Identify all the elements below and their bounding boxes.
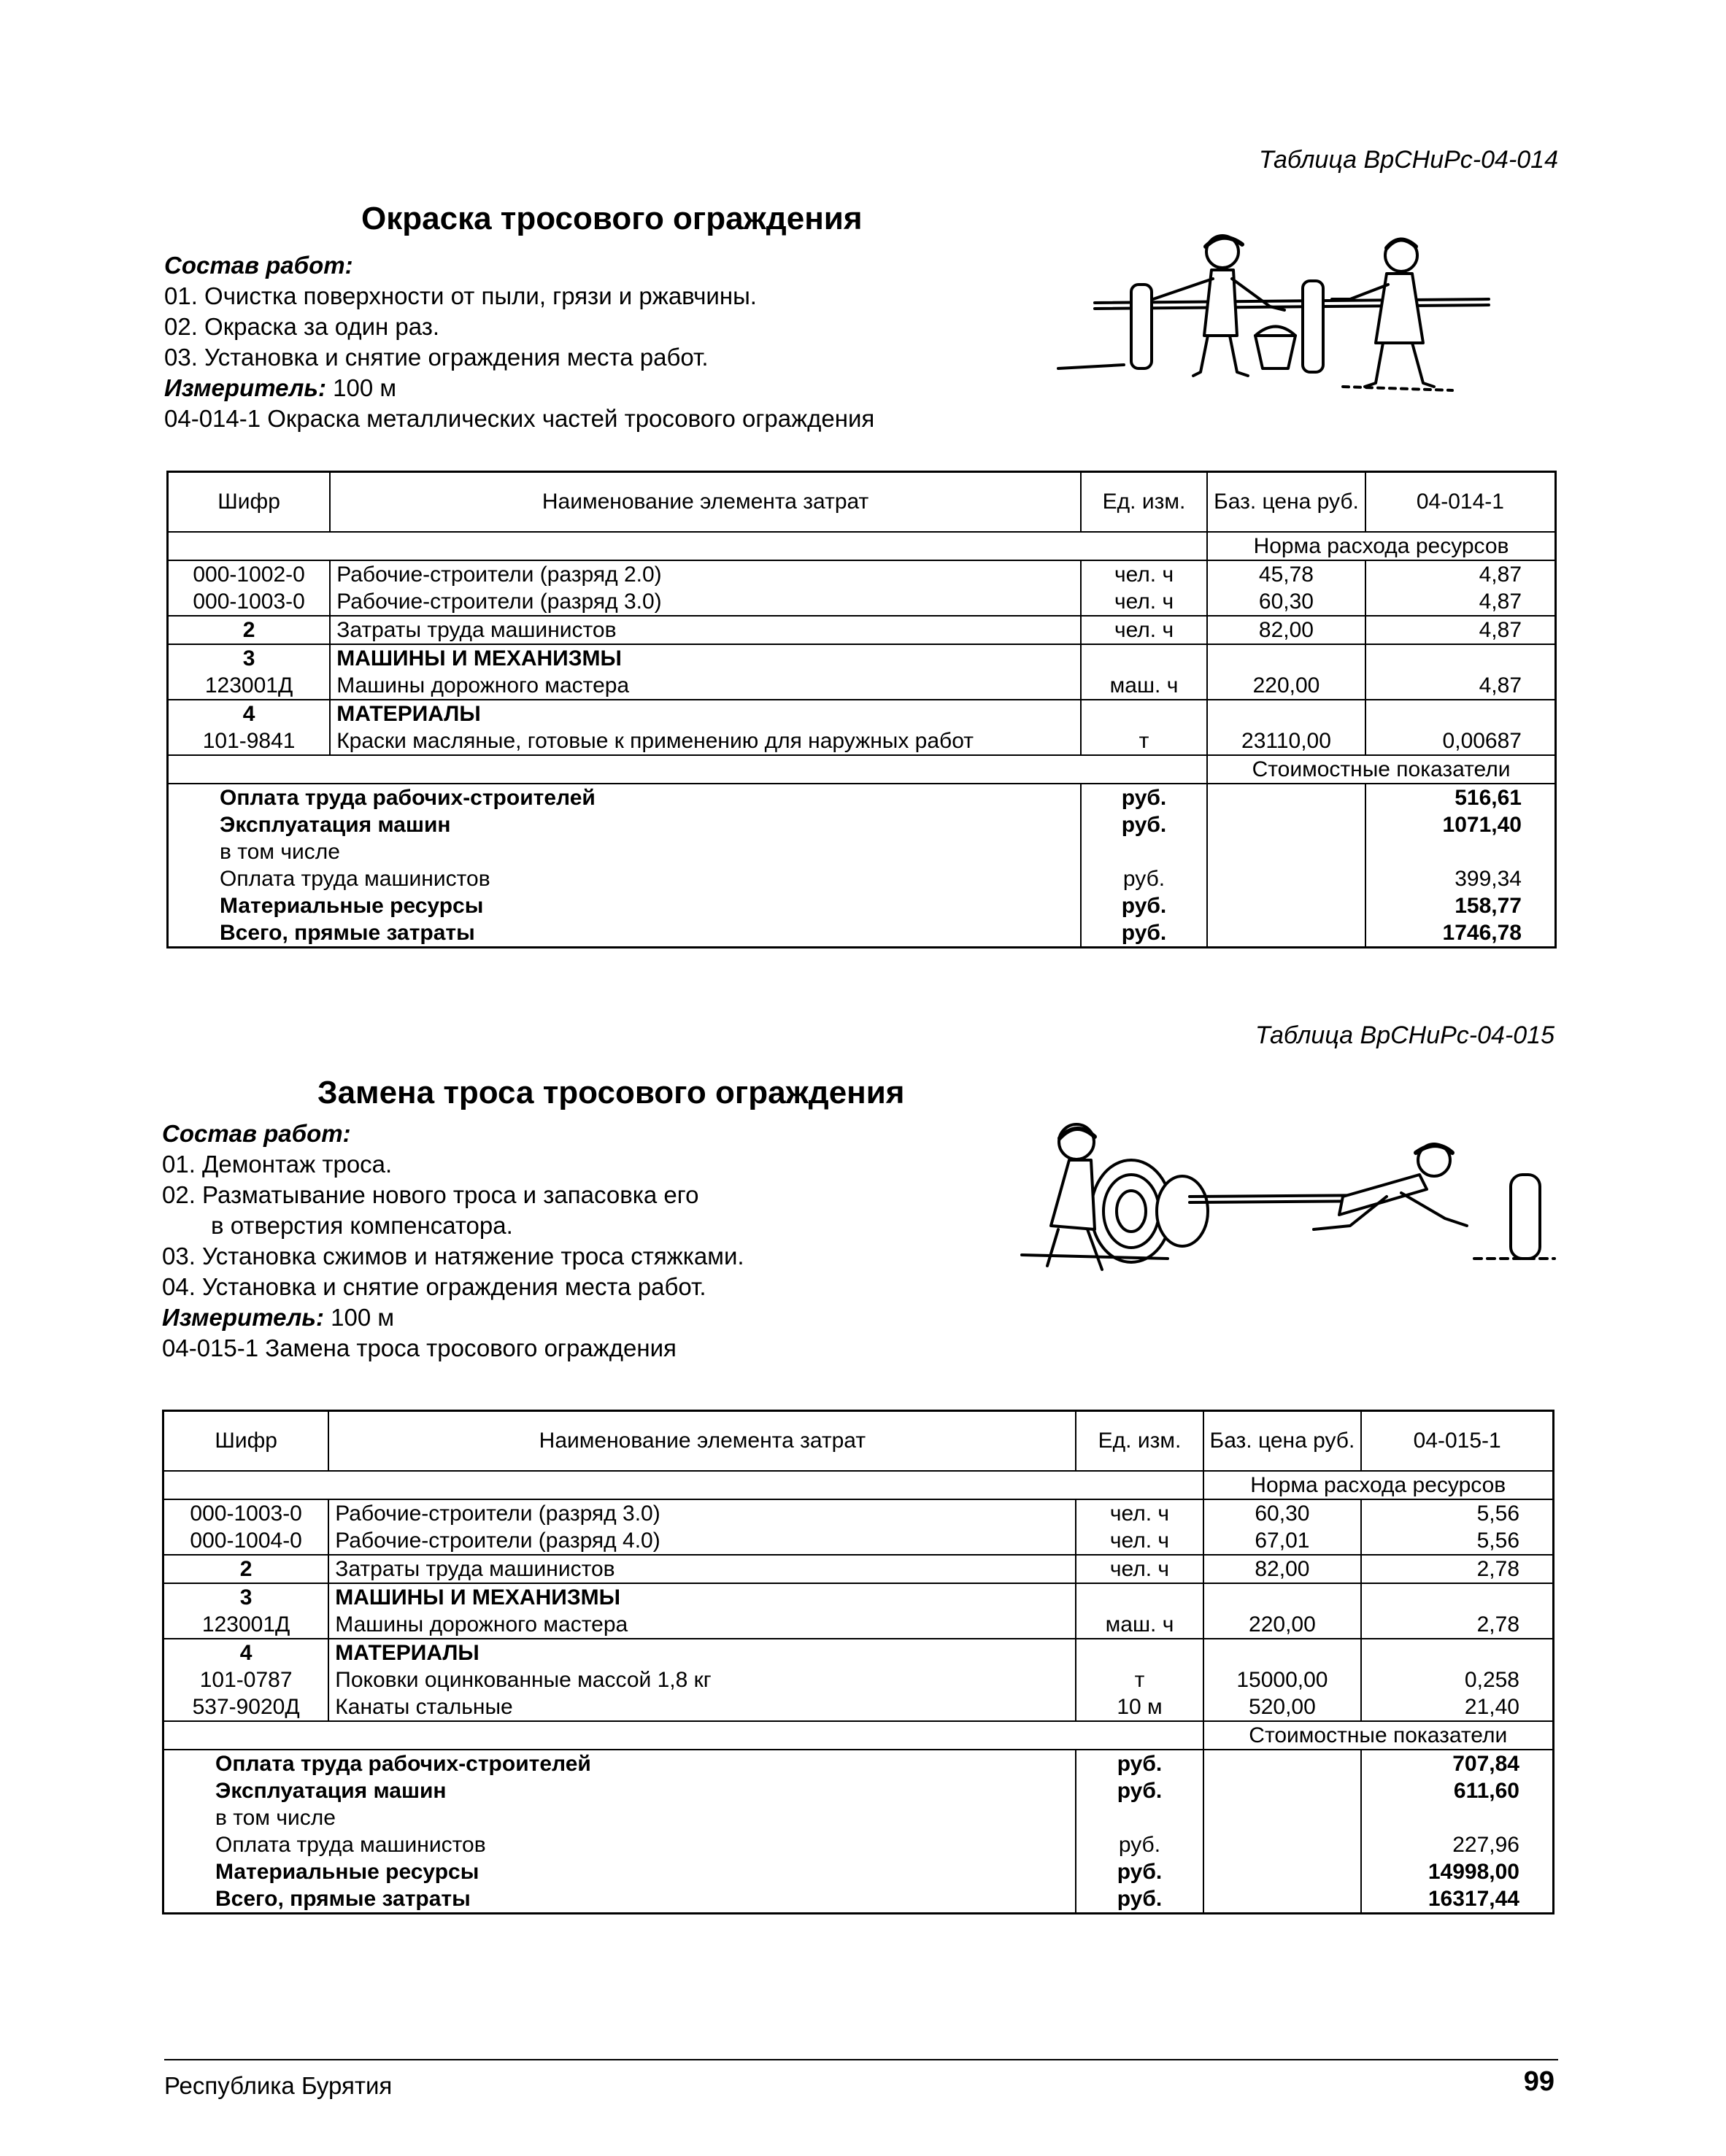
cost-table	[166, 471, 1557, 948]
table-row: 000-1002-0 Рабочие-строители (разряд 2.0) чел. ч 45,78 4,87	[168, 560, 1556, 588]
work-item: 01. Демонтаж троса.	[162, 1151, 393, 1178]
header-name: Наименование элемента затрат	[330, 472, 1081, 533]
cost-row: Эксплуатация машин руб. 1071,40	[168, 811, 1556, 838]
cost-row: Оплата труда рабочих-строителей руб. 516,61	[168, 784, 1556, 811]
header-price: Баз. цена руб.	[1207, 472, 1365, 533]
cost-table	[162, 1410, 1554, 1914]
cable-pulling-illustration	[1007, 1102, 1562, 1291]
cost-row: Материальные ресурсы руб. 14998,00	[163, 1858, 1554, 1885]
cost-row: Оплата труда машинистов руб. 399,34	[168, 865, 1556, 892]
cost-row: Оплата труда машинистов руб. 227,96	[163, 1831, 1554, 1858]
table-label: Таблица ВрСНиРс-04-015	[1255, 1021, 1554, 1049]
painting-workers-illustration	[1044, 226, 1511, 416]
table-row: 3 МАШИНЫ И МЕХАНИЗМЫ	[168, 644, 1556, 672]
work-composition	[162, 1118, 744, 1364]
work-item: 02. Окраска за один раз.	[164, 313, 440, 340]
table-row: 4 МАТЕРИАЛЫ	[163, 1639, 1554, 1666]
header-unit: Ед. изм.	[1081, 472, 1207, 533]
table-row: 123001Д Машины дорожного мастера маш. ч 220,00 2,78	[163, 1611, 1554, 1639]
section-title: Окраска тросового ограждения	[361, 201, 863, 236]
header-code: Шифр	[168, 472, 331, 533]
norm-line: 04-014-1 Окраска металлических частей тросового ограждения	[164, 405, 875, 432]
work-item: 03. Установка и снятие ограждения места работ.	[164, 344, 709, 371]
table-row: 101-9841 Краски масляные, готовые к применению для наружных работ т 23110,00 0,00687	[168, 727, 1556, 755]
work-item: 04. Установка и снятие ограждения места работ.	[162, 1273, 706, 1300]
cost-row: Материальные ресурсы руб. 158,77	[168, 892, 1556, 919]
work-item: в отверстия компенсатора.	[211, 1212, 513, 1239]
cost-row: Эксплуатация машин руб. 611,60	[163, 1777, 1554, 1804]
header-norm-code: 04-014-1	[1365, 472, 1556, 533]
table-row: 3 МАШИНЫ И МЕХАНИЗМЫ	[163, 1583, 1554, 1611]
meter-value: 100 м	[333, 374, 397, 401]
cost-band: Стоимостные показатели	[1207, 755, 1555, 784]
work-item: 02. Разматывание нового троса и запасовка его	[162, 1181, 699, 1208]
table-row: 000-1003-0 Рабочие-строители (разряд 3.0) чел. ч 60,30 4,87	[168, 588, 1556, 616]
header-price: Баз. цена руб.	[1203, 1411, 1362, 1472]
footer-divider	[164, 2059, 1558, 2060]
norm-band: Норма расхода ресурсов	[1203, 1471, 1554, 1499]
table-row: 000-1004-0 Рабочие-строители (разряд 4.0) чел. ч 67,01 5,56	[163, 1527, 1554, 1555]
section-title: Замена троса тросового ограждения	[317, 1075, 905, 1110]
norm-line: 04-015-1 Замена троса тросового ограждения	[162, 1334, 677, 1361]
page-number: 99	[1523, 2066, 1554, 2097]
cost-row: в том числе	[168, 838, 1556, 865]
table-row: 000-1003-0 Рабочие-строители (разряд 3.0) чел. ч 60,30 5,56	[163, 1499, 1554, 1527]
header-unit: Ед. изм.	[1076, 1411, 1203, 1472]
meter-line	[162, 1302, 744, 1333]
work-item: 01. Очистка поверхности от пыли, грязи и ржавчины.	[164, 282, 757, 309]
cost-row: Всего, прямые затраты руб. 1746,78	[168, 919, 1556, 948]
norm-band: Норма расхода ресурсов	[1207, 532, 1555, 560]
meter-value: 100 м	[331, 1304, 395, 1331]
table-row: 123001Д Машины дорожного мастера маш. ч 220,00 4,87	[168, 672, 1556, 700]
cost-band: Стоимостные показатели	[1203, 1721, 1554, 1750]
table-row: 4 МАТЕРИАЛЫ	[168, 700, 1556, 727]
meter-label: Измеритель:	[164, 374, 326, 401]
header-code: Шифр	[163, 1411, 329, 1472]
work-heading: Состав работ:	[164, 252, 353, 279]
table-row: 537-9020Д Канаты стальные 10 м 520,00 21,40	[163, 1693, 1554, 1721]
table-row: 2 Затраты труда машинистов чел. ч 82,00 2,78	[163, 1555, 1554, 1583]
footer-region: Республика Бурятия	[164, 2072, 393, 2099]
cost-row: в том числе	[163, 1804, 1554, 1831]
table-label: Таблица ВрСНиРс-04-014	[1258, 146, 1558, 174]
header-norm-code: 04-015-1	[1361, 1411, 1553, 1472]
work-heading: Состав работ:	[162, 1120, 351, 1147]
table-row: 2 Затраты труда машинистов чел. ч 82,00 4,87	[168, 616, 1556, 644]
cost-row: Всего, прямые затраты руб. 16317,44	[163, 1885, 1554, 1914]
table-row: 101-0787 Поковки оцинкованные массой 1,8 кг т 15000,00 0,258	[163, 1666, 1554, 1693]
header-name: Наименование элемента затрат	[328, 1411, 1076, 1472]
cost-row: Оплата труда рабочих-строителей руб. 707,84	[163, 1750, 1554, 1777]
meter-line	[164, 373, 874, 403]
work-item: 03. Установка сжимов и натяжение троса стяжками.	[162, 1243, 744, 1270]
work-composition	[164, 250, 874, 434]
meter-label: Измеритель:	[162, 1304, 324, 1331]
